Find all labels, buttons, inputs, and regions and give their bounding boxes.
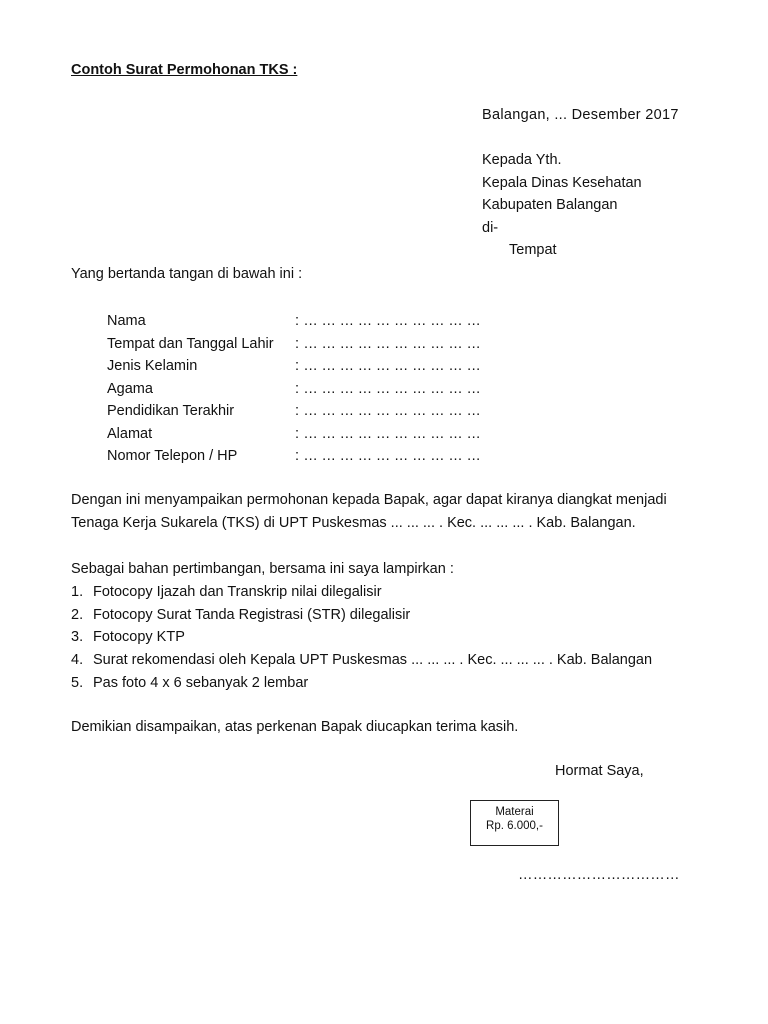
list-number: 3. [71,629,84,646]
field-label: Tempat dan Tanggal Lahir [107,335,274,352]
field-value: : ... ... ... ... ... ... ... ... ... ... [295,358,481,374]
list-text: Fotocopy Ijazah dan Transkrip nilai dilegalisir [93,583,382,600]
recipient-block [482,149,642,262]
signature-line: …………………………… [518,867,680,883]
body-line: Dengan ini menyampaikan permohonan kepada Bapak, agar dapat kiranya diangkat menjadi [71,492,667,508]
body-paragraph [71,489,667,535]
list-item [71,672,652,695]
intro-text: Yang bertanda tangan di bawah ini : [71,266,303,282]
materai-label: Materai [495,806,534,818]
field-label: Nomor Telepon / HP [107,448,238,464]
field-label: Nama [107,313,146,329]
page-title: Contoh Surat Permohonan TKS : [71,62,298,78]
recipient-line: Kabupaten Balangan [482,197,618,213]
field-value: : ... ... ... ... ... ... ... ... ... ... [295,403,481,419]
field-row [107,355,481,378]
list-number: 2. [71,606,84,623]
list-text: Fotocopy Surat Tanda Registrasi (STR) dilegalisir [93,606,411,623]
recipient-line: Tempat [509,242,557,258]
attachments-intro: Sebagai bahan pertimbangan, bersama ini saya lampirkan : [71,561,454,577]
field-row [107,445,481,468]
list-text: Surat rekomendasi oleh Kepala UPT Puskesmas ... ... ... . Kec. ... ... ... . Kab. Balangan [93,652,653,669]
list-text: Pas foto 4 x 6 sebanyak 2 lembar [93,674,309,691]
field-value: : ... ... ... ... ... ... ... ... ... ... [295,335,481,352]
applicant-fields [107,310,481,468]
field-row [107,378,481,401]
field-row [107,333,481,356]
field-label: Pendidikan Terakhir [107,403,235,419]
materai-stamp-box [470,800,559,846]
signoff: Hormat Saya, [555,763,644,779]
recipient-line: Kepada Yth. [482,152,562,168]
field-row [107,310,481,333]
recipient-line: Kepala Dinas Kesehatan [482,174,642,191]
list-number: 4. [71,652,84,669]
closing-text: Demikian disampaikan, atas perkenan Bapak diucapkan terima kasih. [71,719,519,735]
list-number: 5. [71,674,84,691]
field-value: : ... ... ... ... ... ... ... ... ... ... [295,448,481,464]
materai-amount: Rp. 6.000,- [486,820,543,832]
field-value: : ... ... ... ... ... ... ... ... ... ... [295,313,481,329]
field-label: Agama [107,380,153,397]
field-row [107,423,481,446]
recipient-line: di- [482,219,499,236]
attachments-block [71,558,652,695]
list-item [71,604,652,627]
field-label: Alamat [107,425,153,442]
field-label: Jenis Kelamin [107,358,198,374]
list-item [71,649,652,672]
place-date: Balangan, ... Desember 2017 [482,107,679,123]
field-row [107,400,481,423]
list-text: Fotocopy KTP [93,629,185,646]
list-number: 1. [71,583,84,600]
field-value: : ... ... ... ... ... ... ... ... ... ... [295,380,481,397]
list-item [71,626,652,649]
list-item [71,581,652,604]
body-line: Tenaga Kerja Sukarela (TKS) di UPT Puskesmas ... ... ... . Kec. ... ... ... . Kab. Balangan. [71,515,636,531]
field-value: : ... ... ... ... ... ... ... ... ... ... [295,425,481,442]
